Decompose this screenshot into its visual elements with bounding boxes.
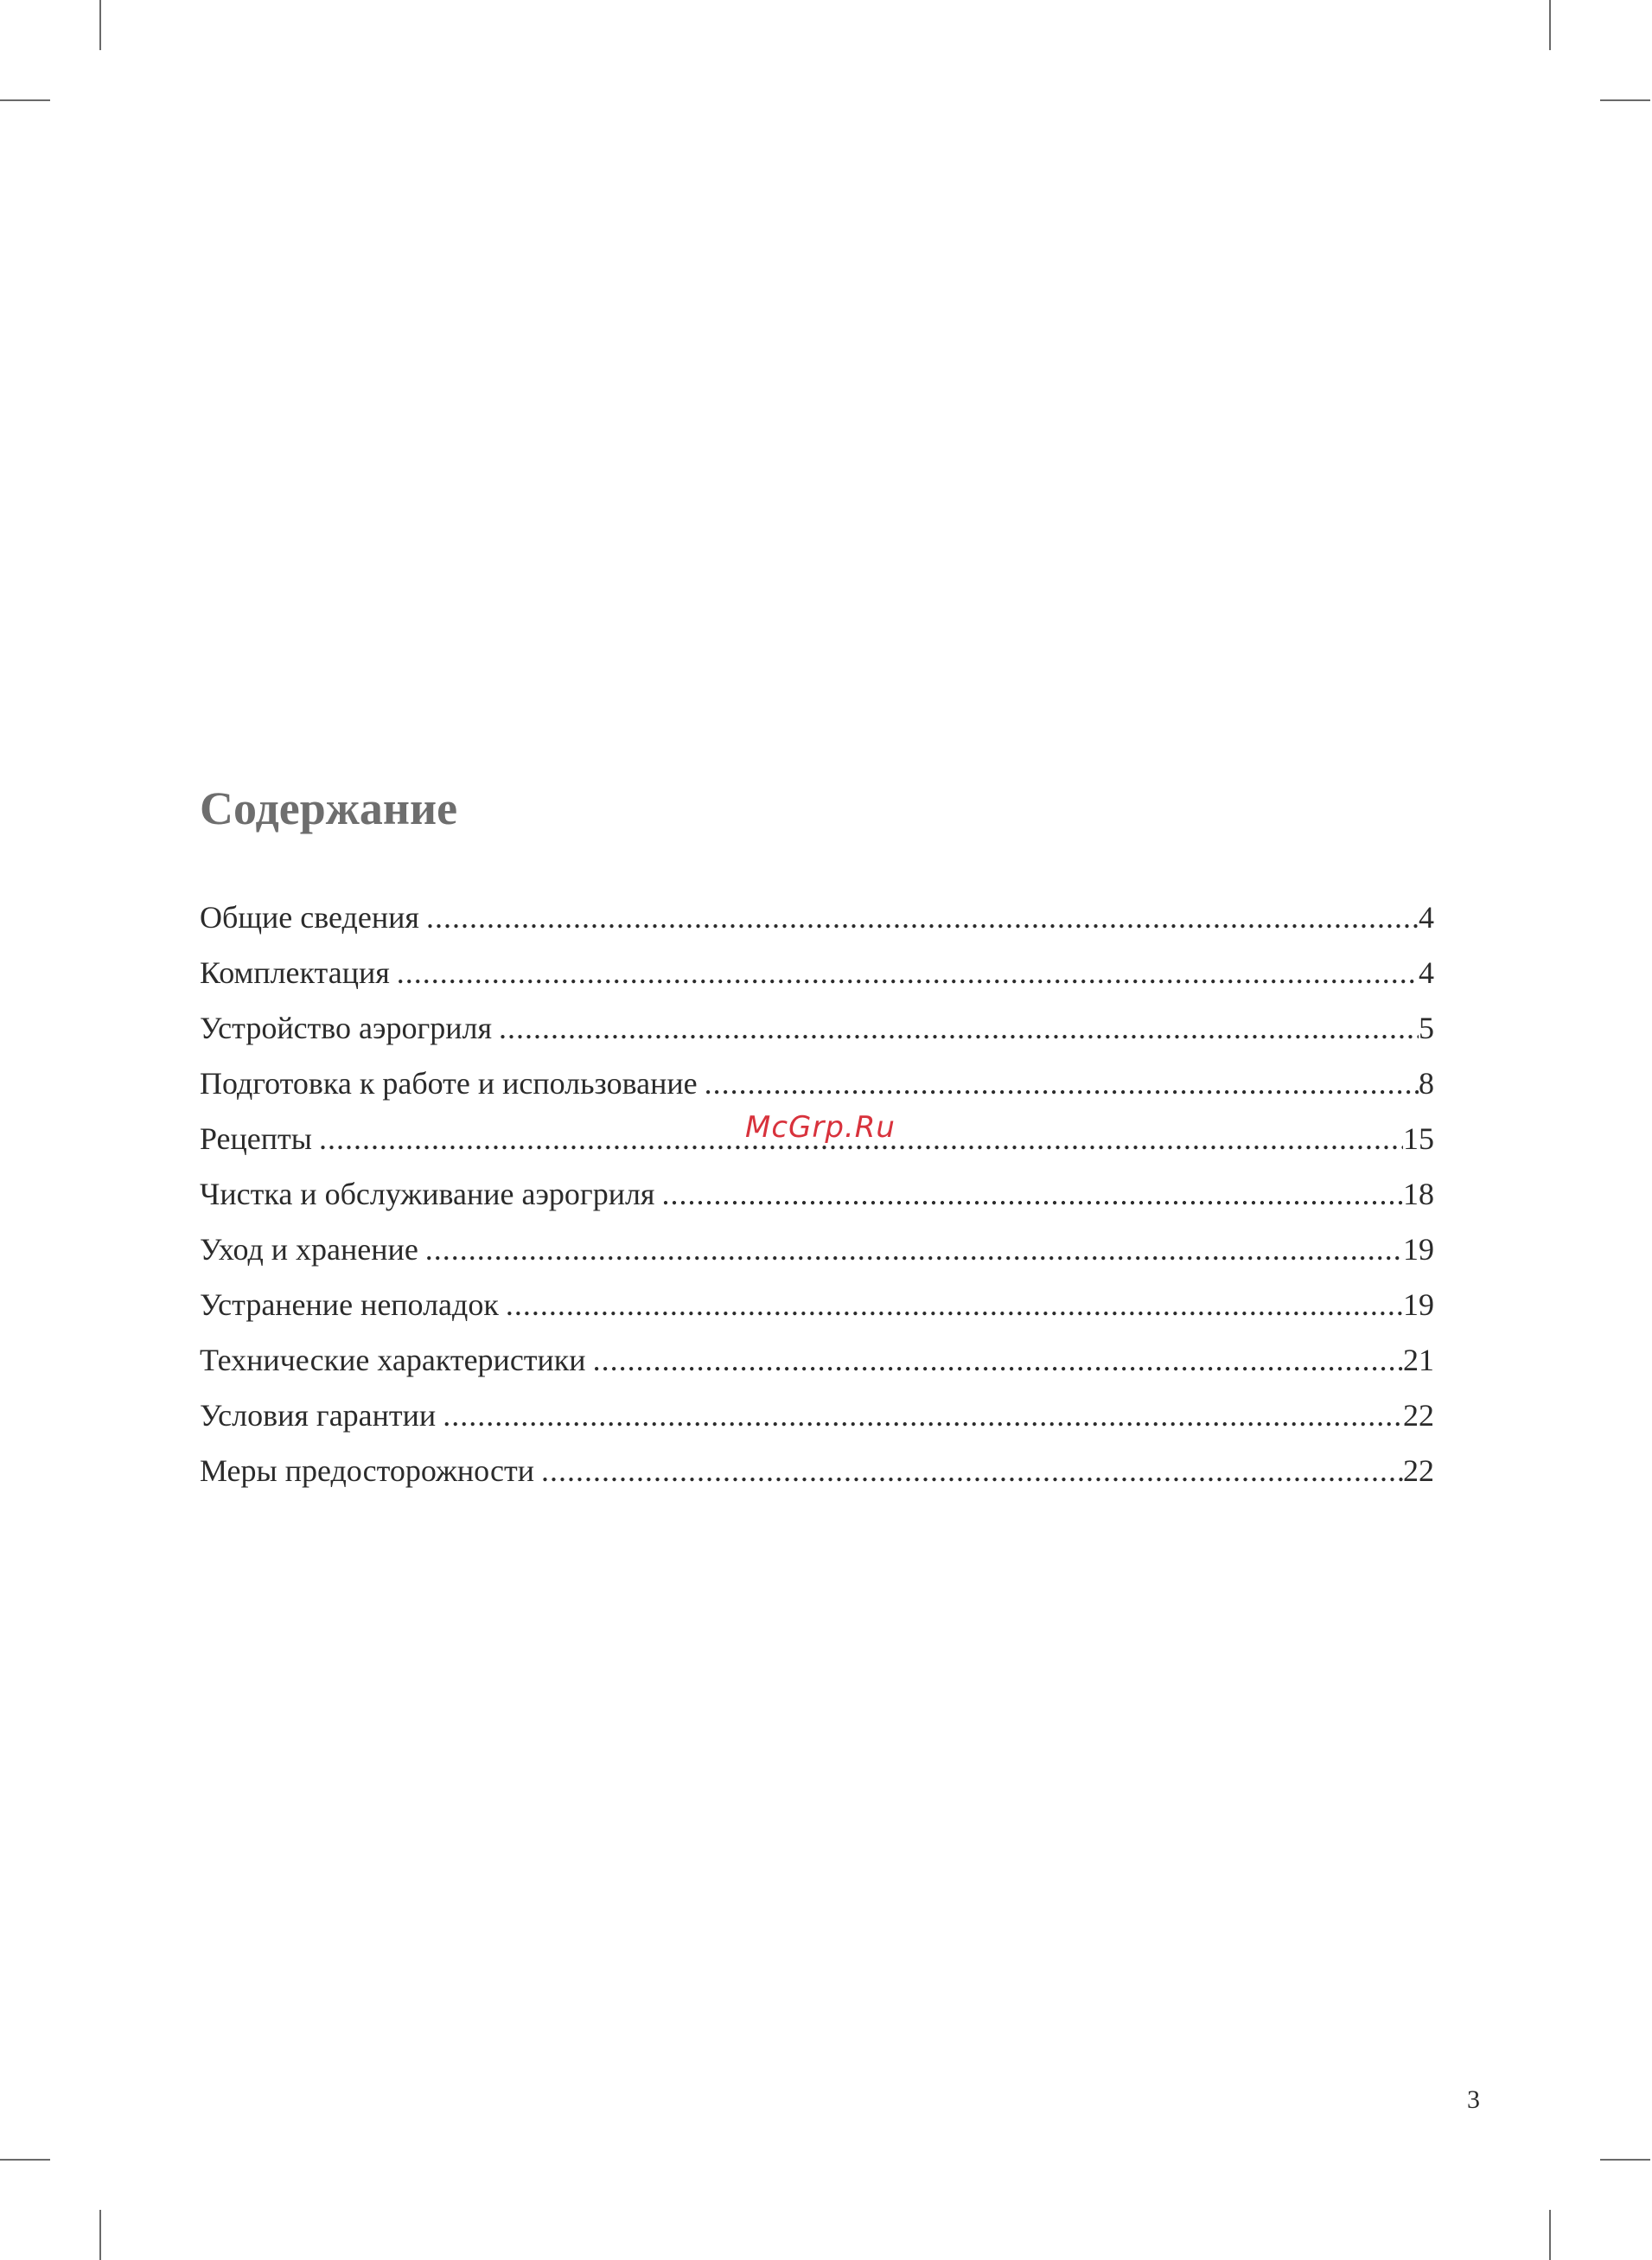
toc-dot-leader — [499, 1289, 1403, 1320]
toc-entry-label: Уход и хранение — [200, 1232, 418, 1267]
toc-entry-label: Технические характеристики — [200, 1343, 586, 1377]
toc-entry-cleaning-and-maintenance[interactable] — [200, 1178, 1434, 1234]
toc-dot-leader — [586, 1344, 1403, 1376]
toc-entry-label: Комплектация — [200, 955, 390, 990]
toc-page-number: 15 — [1403, 1121, 1434, 1156]
toc-page-number: 21 — [1403, 1343, 1434, 1377]
toc-entry-device-design[interactable] — [200, 1012, 1434, 1068]
page-title: Содержание — [200, 782, 458, 834]
toc-entry-label: Рецепты — [200, 1121, 312, 1156]
toc-page-number: 22 — [1403, 1398, 1434, 1433]
crop-mark-top-left-horizontal — [0, 99, 50, 101]
toc-entry-specifications[interactable] — [200, 1344, 1434, 1400]
toc-page-number: 22 — [1403, 1453, 1434, 1488]
table-of-contents — [200, 902, 1434, 1510]
toc-dot-leader — [698, 1068, 1419, 1099]
toc-page-number: 8 — [1419, 1066, 1434, 1101]
toc-page-number: 4 — [1419, 900, 1434, 935]
watermark-logo: McGrp.Ru — [745, 1110, 896, 1145]
toc-page-number: 18 — [1403, 1177, 1434, 1211]
toc-entry-label: Условия гарантии — [200, 1398, 437, 1433]
crop-mark-top-right-horizontal — [1600, 99, 1650, 101]
toc-page-number: 19 — [1403, 1287, 1434, 1322]
toc-page-number: 5 — [1419, 1011, 1434, 1045]
toc-dot-leader — [436, 1400, 1403, 1431]
toc-entry-troubleshooting[interactable] — [200, 1289, 1434, 1344]
toc-entry-label: Устранение неполадок — [200, 1287, 499, 1322]
toc-entry-general-info[interactable] — [200, 902, 1434, 957]
page-number: 3 — [1467, 2085, 1480, 2114]
toc-entry-label: Подготовка к работе и использование — [200, 1066, 698, 1101]
crop-mark-top-left-vertical — [99, 0, 101, 50]
crop-mark-bottom-left-horizontal — [0, 2159, 50, 2161]
toc-entry-package-contents[interactable] — [200, 957, 1434, 1012]
toc-page-number: 4 — [1419, 955, 1434, 990]
toc-dot-leader — [534, 1455, 1403, 1486]
crop-mark-bottom-left-vertical — [99, 2210, 101, 2260]
toc-entry-label: Чистка и обслуживание аэрогриля — [200, 1177, 655, 1211]
toc-dot-leader — [654, 1178, 1403, 1210]
toc-entry-safety-precautions[interactable] — [200, 1455, 1434, 1510]
toc-entry-warranty[interactable] — [200, 1400, 1434, 1455]
crop-mark-top-right-vertical — [1549, 0, 1551, 50]
toc-entry-label: Общие сведения — [200, 900, 419, 935]
toc-dot-leader — [390, 957, 1419, 988]
toc-entry-label: Меры предосторожности — [200, 1453, 535, 1488]
toc-entry-label: Устройство аэрогриля — [200, 1011, 493, 1045]
toc-dot-leader — [492, 1012, 1419, 1044]
toc-dot-leader — [418, 1234, 1403, 1265]
toc-page-number: 19 — [1403, 1232, 1434, 1267]
crop-mark-bottom-right-vertical — [1549, 2210, 1551, 2260]
crop-mark-bottom-right-horizontal — [1600, 2159, 1650, 2161]
toc-entry-care-and-storage[interactable] — [200, 1234, 1434, 1289]
toc-dot-leader — [419, 902, 1419, 933]
